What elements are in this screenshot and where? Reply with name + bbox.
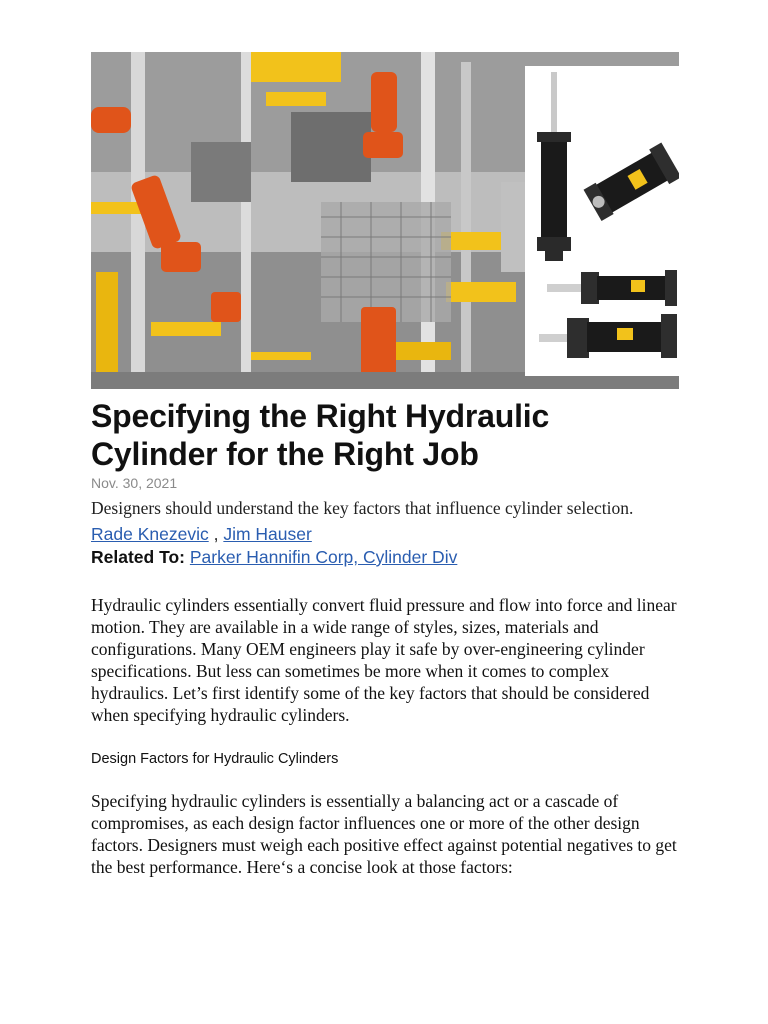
author-link-1[interactable]: Rade Knezevic — [91, 524, 209, 544]
related-label: Related To: — [91, 547, 185, 567]
article — [91, 52, 679, 878]
related-to — [91, 546, 679, 568]
article-deck: Designers should understand the key factors that influence cylinder selection. — [91, 498, 634, 518]
author-separator: , — [213, 524, 219, 544]
section-heading: Design Factors for Hydraulic Cylinders — [91, 751, 339, 767]
author-byline — [91, 523, 679, 545]
related-company-link[interactable]: Parker Hannifin Corp, Cylinder Div — [189, 547, 458, 567]
paragraph-intro: Hydraulic cylinders essentially convert fluid pressure and flow into force and linear motion. They are available in a wide range of styles, sizes, materials and configurations. Many OEM engineers play it safe by over-engineering cylinder specifications. But less can sometimes be more when it comes to complex hydraulics. Let’s first identify some of the key factors that should be considered when specifying hydraulic cylinders. — [91, 595, 677, 725]
cylinders-panel — [525, 66, 679, 376]
author-link-2[interactable]: Jim Hauser — [223, 524, 312, 544]
paragraph-design-factors: Specifying hydraulic cylinders is essentially a balancing act or a cascade of compromises, as each design factor influences one or more of the other design factors. Designers must weigh each positive effect against potential negatives to get the best performance. Here‘s a concise look at those factors: — [91, 791, 677, 877]
article-title: Specifying the Right Hydraulic Cylinder for the Right Job — [91, 398, 550, 472]
publish-date: Nov. 30, 2021 — [91, 475, 178, 491]
hero-image — [91, 52, 679, 389]
